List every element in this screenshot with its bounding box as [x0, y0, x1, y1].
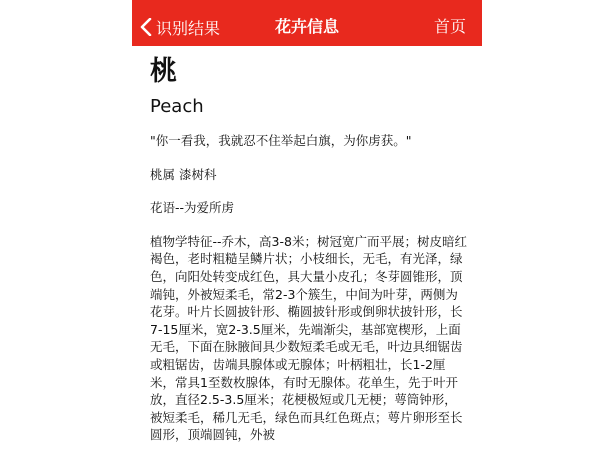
back-button[interactable]: [140, 8, 220, 46]
navigation-bar: [132, 8, 482, 46]
plant-name-english: Peach: [150, 96, 204, 117]
plant-family: 桃属 漆树科: [150, 166, 217, 182]
home-button[interactable]: 首页: [433, 17, 466, 36]
flower-language: 花语--为爱所虏: [150, 200, 235, 216]
chevron-left-icon: [140, 18, 152, 36]
plant-name: 桃: [150, 56, 177, 87]
back-button-label: 识别结果: [156, 18, 221, 38]
status-bar: [132, 0, 482, 8]
page-title: 花卉信息: [274, 17, 339, 36]
plant-quote: "你一看我，我就忍不住举起白旗，为你虏获。": [150, 133, 412, 148]
botanical-features: 植物学特征--乔木，高3-8米；树冠宽广而平展；树皮暗红褐色，老时粗糙呈鳞片状；小枝细长，无毛，有光泽，绿色，向阳处转变成红色，具大量小皮孔；冬芽圆锥形，顶端钝，外被短柔毛，常2-3个簇生，中间为叶芽，两侧为花芽。叶片长圆披针形、椭圆披针形或倒卵状披针形，长7-15厘米，宽2-3.5厘米，先端渐尖，基部宽楔形，上面无毛，下面在脉腋间具少数短柔毛或无毛，叶边具细锯齿或粗锯齿，齿端具腺体或无腺体；叶柄粗壮，长1-2厘米，常具1至数枚腺体，有时无腺体。花单生，先于叶开放，直径2.5-3.5厘米；花梗极短或几无梗；萼筒钟形，被短柔毛，稀几无毛，绿色而具红色斑点；萼片卵形至长圆形，顶端圆钝，外被: [150, 233, 467, 443]
app-window: [132, 0, 482, 450]
plant-detail: [150, 46, 468, 444]
